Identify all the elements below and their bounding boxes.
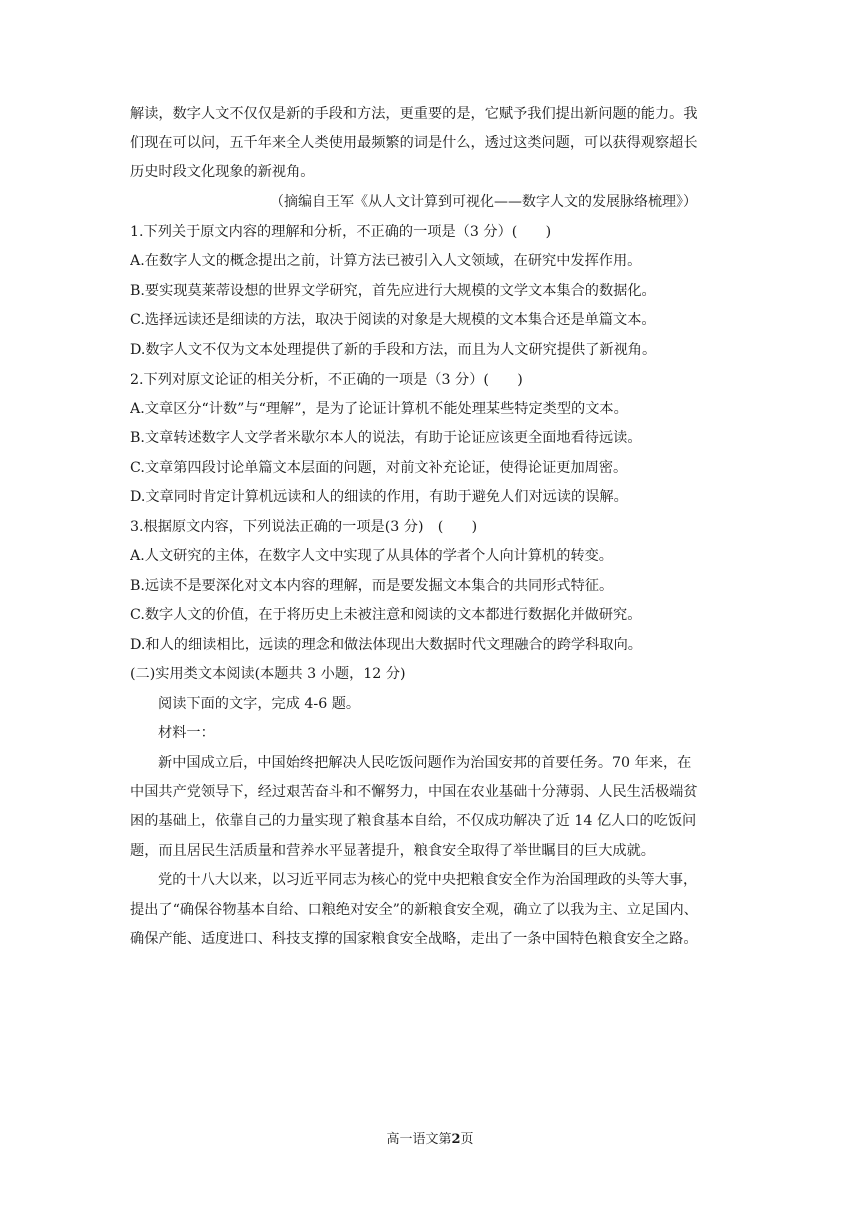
question-3-stem: 3.根据原文内容，下列说法正确的一项是(3 分) ( ) <box>130 519 478 535</box>
page-footer <box>0 1128 860 1147</box>
question-1-option-d: D.数字人文不仅为文本处理提供了新的手段和方法，而且为人文研究提供了新视角。 <box>130 342 657 358</box>
source-citation: （摘编自王军《从人文计算到可视化——数字人文的发展脉络梳理》） <box>270 194 697 210</box>
question-1-option-c: C.选择远读还是细读的方法，取决于阅读的对象是大规模的文本集合还是单篇文本。 <box>130 312 656 328</box>
intro-line-3: 历史时段文化现象的新视角。 <box>130 164 315 180</box>
paragraph-2-line-3: 确保产能、适度进口、科技支撑的国家粮食安全战略，走出了一条中国特色粮食安全之路。 <box>130 931 698 947</box>
question-3-option-b: B.远读不是要深化对文本内容的理解，而是要发掘文本集合的共同形式特征。 <box>130 578 614 594</box>
intro-line-2: 们现在可以问，五千年来全人类使用最频繁的词是什么，透过这类问题，可以获得观察超长 <box>130 135 698 151</box>
paragraph-2-line-2: 提出了“确保谷物基本自给、口粮绝对安全”的新粮食安全观，确立了以我为主、立足国内、 <box>130 902 698 918</box>
question-1-stem: 1.下列关于原文内容的理解和分析，不正确的一项是（3 分）( ) <box>130 224 552 240</box>
paragraph-1-line-2: 中国共产党领导下，经过艰苦奋斗和不懈努力，中国在农业基础十分薄弱、人民生活极端贫 <box>130 784 698 800</box>
footer-suffix: 页 <box>460 1132 474 1147</box>
footer-page-number: 2 <box>451 1132 461 1147</box>
question-1-option-a: A.在数字人文的概念提出之前，计算方法已被引入人文领域，在研究中发挥作用。 <box>130 253 642 269</box>
question-3-option-c: C.数字人文的价值，在于将历史上未被注意和阅读的文本都进行数据化并做研究。 <box>130 607 642 623</box>
paragraph-2-line-1: 党的十八大以来，以习近平同志为核心的党中央把粮食安全作为治国理政的头等大事， <box>158 872 698 888</box>
question-3-option-a: A.人文研究的主体，在数字人文中实现了从具体的学者个人向计算机的转变。 <box>130 548 613 564</box>
question-2-option-c: C.文章第四段讨论单篇文本层面的问题，对前文补充论证，使得论证更加周密。 <box>130 460 628 476</box>
intro-line-1: 解读，数字人文不仅仅是新的手段和方法，更重要的是，它赋予我们提出新问题的能力。我 <box>130 106 698 122</box>
reading-instruction: 阅读下面的文字，完成 4-6 题。 <box>158 696 361 712</box>
question-3-option-d: D.和人的细读相比，远读的理念和做法体现出大数据时代文理融合的跨学科取向。 <box>130 637 642 653</box>
paragraph-1-line-4: 题，而且居民生活质量和营养水平显著提升，粮食安全取得了举世瞩目的巨大成就。 <box>130 843 655 859</box>
question-1-option-b: B.要实现莫莱蒂设想的世界文学研究，首先应进行大规模的文学文本集合的数据化。 <box>130 283 656 299</box>
material-label: 材料一： <box>158 725 215 741</box>
question-2-stem: 2.下列对原文论证的相关分析，不正确的一项是（3 分）( ) <box>130 372 523 388</box>
question-2-option-a: A.文章区分“计数”与“理解”，是为了论证计算机不能处理某些特定类型的文本。 <box>130 401 628 417</box>
section-heading: (二)实用类文本阅读(本题共 3 小题，12 分) <box>130 666 406 682</box>
question-2-option-d: D.文章同时肯定计算机远读和人的细读的作用，有助于避免人们对远读的误解。 <box>130 489 628 505</box>
paragraph-1-line-1: 新中国成立后，中国始终把解决人民吃饭问题作为治国安邦的首要任务。70 年来，在 <box>158 755 692 771</box>
paragraph-1-line-3: 困的基础上，依靠自己的力量实现了粮食基本自给，不仅成功解决了近 14 亿人口的吃饭问 <box>130 813 697 829</box>
question-2-option-b: B.文章转述数字人文学者米歇尔本人的说法，有助于论证应该更全面地看待远读。 <box>130 430 642 446</box>
footer-prefix: 高一语文第 <box>386 1132 452 1147</box>
